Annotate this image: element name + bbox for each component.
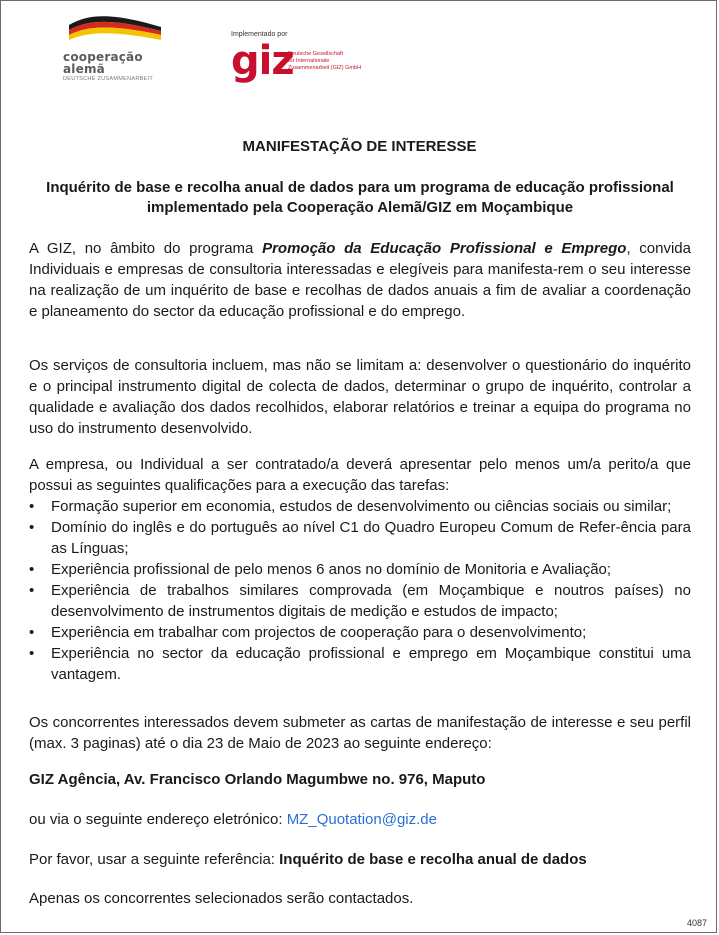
reference-line: [29, 851, 587, 868]
german-flag-wave-icon: [69, 13, 161, 47]
coop-logo-line3: DEUTSCHE ZUSAMMENARBEIT: [63, 76, 154, 82]
qualifications-list: [29, 496, 691, 685]
program-name: Promoção da Educação Profissional e Emprego: [262, 240, 627, 257]
submission-address: GIZ Agência, Av. Francisco Orlando Magumbwe no. 976, Maputo: [29, 771, 486, 788]
coop-logo-line2: alemã: [63, 62, 105, 76]
qualification-text: Domínio do inglês e do português ao nível C1 do Quadro Europeu Comum de Refer-ência para as Línguas;: [51, 519, 691, 557]
list-item: [29, 580, 691, 622]
email-prefix: ou via o seguinte endereço eletrónico:: [29, 811, 287, 828]
implemented-by-label: Implementado por: [231, 31, 288, 38]
intro-prefix: A GIZ, no âmbito do programa: [29, 240, 263, 257]
qualification-text: Experiência em trabalhar com projectos de cooperação para o desenvolvimento;: [51, 624, 587, 641]
list-item: [29, 643, 691, 685]
list-item: [29, 622, 691, 643]
email-link[interactable]: MZ_Quotation@giz.de: [286, 811, 437, 828]
qualification-text: Formação superior em economia, estudos de desenvolvimento ou ciências sociais ou similar;: [51, 498, 672, 515]
giz-org-line: Zusammenarbeit (GIZ) GmbH: [288, 65, 362, 71]
list-item: [29, 559, 691, 580]
bullet: •: [29, 519, 35, 536]
services-paragraph: Os serviços de consultoria incluem, mas não se limitam a: desenvolver o questionário do inquérito e o principal instrumento digital de colecta de dados, determinar o grupo de inquérito, controlar a qualidade e avaliação dos dados recolhidos, elaborar relatórios e treinar a equipa do programa no uso do instrumento desenvolvido.: [29, 357, 691, 437]
document-title: MANIFESTAÇÃO DE INTERESSE: [242, 138, 477, 155]
list-item: [29, 496, 691, 517]
cooperacao-alema-logo: [59, 13, 169, 85]
qualification-text: Experiência no sector da educação profissional e emprego em Moçambique constitui uma vantagem.: [51, 645, 691, 683]
ad-reference-code: 4087: [686, 918, 707, 928]
intro-suffix: , convida Individuais e empresas de consultoria interessadas e elegíveis para manifesta-rem o seu interesse na realização de um inquérito de base e recolhas de dados anuais a fim de avaliar a coordenação e planeamento do sector da educação profissional e do emprego.: [29, 240, 691, 320]
bullet: •: [29, 561, 35, 578]
bullet: •: [29, 498, 35, 515]
bullet: •: [29, 582, 35, 599]
submission-deadline-paragraph: Os concorrentes interessados devem submeter as cartas de manifestação de interesse e seu perfil (max. 3 paginas) até o dia 23 de Maio de 2023 ao seguinte endereço:: [29, 714, 691, 752]
giz-wordmark: giz: [231, 38, 294, 84]
selection-notice: Apenas os concorrentes selecionados serão contactados.: [29, 890, 414, 907]
document-subtitle: Inquérito de base e recolha anual de dados para um programa de educação profissional implementado pela Cooperação Alemã/GIZ em Moçambique: [46, 179, 674, 216]
reference-value: Inquérito de base e recolha anual de dados: [279, 851, 587, 868]
intro-paragraph: [29, 238, 691, 322]
bullet: •: [29, 645, 35, 662]
coop-logo-line1: cooperação: [63, 50, 143, 64]
giz-logo: [231, 31, 421, 91]
list-item: [29, 517, 691, 559]
bullet: •: [29, 624, 35, 641]
giz-org-line: Deutsche Gesellschaft: [288, 51, 344, 57]
giz-org-name: [288, 51, 361, 72]
requirements-paragraph: A empresa, ou Individual a ser contratado/a deverá apresentar pelo menos um/a perito/a que possui as seguintes qualificações para a execução das tarefas:: [29, 456, 691, 494]
email-line: [29, 811, 437, 828]
giz-org-line: für Internationale: [288, 58, 330, 64]
reference-prefix: Por favor, usar a seguinte referência:: [29, 851, 280, 868]
qualification-text: Experiência de trabalhos similares comprovada (em Moçambique e noutros países) no desenvolvimento de instrumentos digitais de medição e estudos de impacto;: [51, 582, 691, 620]
qualification-text: Experiência profissional de pelo menos 6 anos no domínio de Monitoria e Avaliação;: [51, 561, 612, 578]
